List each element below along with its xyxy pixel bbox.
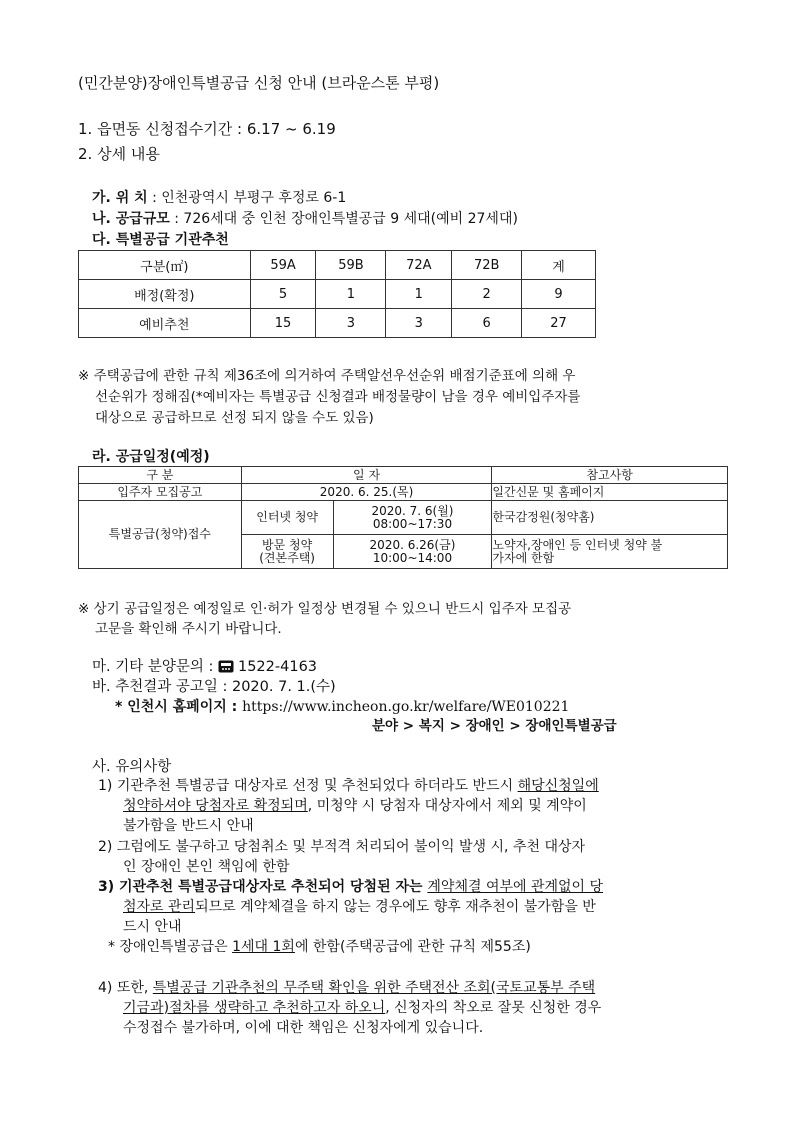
homepage-path: 분야 > 복지 > 장애인 > 장애인특별공급 bbox=[372, 718, 617, 734]
precaution-text: 되므로 계약체결을 하지 않는 경우에도 향후 재추천이 불가함을 반 bbox=[195, 899, 596, 915]
note-priority-line2: 선순위가 정해짐(*예비자는 특별공급 신청결과 배정물량이 남을 경우 예비입주자를 bbox=[95, 389, 581, 405]
table-cell: 3 bbox=[386, 309, 452, 338]
precaution-2-line2: 인 장애인 본인 책임에 한함 bbox=[123, 859, 290, 875]
table-cell: 1 bbox=[316, 280, 386, 309]
location-label: 가. 위 치 bbox=[92, 190, 148, 206]
visit-sublabel: (견본주택) bbox=[259, 550, 315, 565]
visit-time: 10:00~14:00 bbox=[372, 550, 453, 565]
precaution-text: 4) 또한, bbox=[98, 980, 153, 996]
precaution-text: , 미청약 시 당첨자 대상자에서 제외 및 계약이 bbox=[307, 798, 587, 814]
note-schedule-line2: 고문을 확인해 주시기 바랍니다. bbox=[95, 621, 282, 637]
inquiry-label: 마. 기타 분양문의 : bbox=[92, 659, 218, 675]
table-cell: 3 bbox=[316, 309, 386, 338]
precaution-underlined: 계약체결 여부에 관계없이 당 bbox=[427, 879, 604, 895]
precaution-4-line3: 수정접수 불가하며, 이에 대한 책임은 신청자에게 있습니다. bbox=[123, 1020, 484, 1036]
visit-label: 방문 청약 bbox=[262, 537, 313, 552]
table-row bbox=[79, 484, 728, 501]
table-header-cell: 72A bbox=[386, 251, 452, 280]
table-row bbox=[79, 501, 728, 535]
precaution-text: 에 한함(주택공급에 관한 규칙 제55조) bbox=[294, 939, 531, 955]
precaution-underlined: 청약하셔야 당첨자로 확정되며 bbox=[123, 798, 308, 814]
inquiry-line bbox=[92, 655, 317, 677]
precaution-1-line2 bbox=[123, 795, 587, 815]
table-cell: 15 bbox=[250, 309, 316, 338]
schedule-table bbox=[78, 466, 728, 569]
table-cell: 특별공급(청약)접수 bbox=[79, 501, 242, 569]
table-cell bbox=[333, 501, 492, 535]
note-schedule-line1: ※ 상기 공급일정은 예정일로 인·허가 일정상 변경될 수 있으니 반드시 입주자 모집공 bbox=[78, 601, 572, 617]
supply-scale-value: : 726세대 중 인천 장애인특별공급 9 세대(예비 27세대) bbox=[169, 211, 518, 227]
table-header-cell: 계 bbox=[522, 251, 596, 280]
supply-scale-label: 나. 공급규모 bbox=[92, 211, 170, 227]
precaution-2-line1: 2) 그럼에도 불구하고 당첨취소 및 부적격 처리되어 불이익 발생 시, 추천 대상자 bbox=[98, 839, 586, 855]
internet-date: 2020. 7. 6(월) bbox=[371, 503, 454, 518]
table-header-cell: 59B bbox=[316, 251, 386, 280]
table-cell bbox=[492, 535, 728, 569]
precaution-text: * 장애인특별공급은 bbox=[108, 939, 233, 955]
internet-time: 08:00~17:30 bbox=[372, 516, 453, 531]
precaution-3-line1 bbox=[98, 876, 603, 896]
special-supply-heading: 다. 특별공급 기관추천 bbox=[92, 232, 229, 248]
application-period-date: 6.17 ~ 6.19 bbox=[246, 120, 336, 138]
table-header-cell: 구 분 bbox=[79, 467, 242, 484]
supply-scale-line bbox=[92, 208, 518, 228]
item-application-period bbox=[78, 118, 336, 139]
table-cell: 9 bbox=[522, 280, 596, 309]
table-cell: 2020. 6. 25.(목) bbox=[241, 484, 492, 501]
precaution-bold: 는 bbox=[409, 879, 428, 895]
homepage-url[interactable]: https://www.incheon.go.kr/welfare/WE010221 bbox=[242, 699, 570, 715]
item-details: 2. 상세 내용 bbox=[78, 145, 160, 163]
precaution-1-line1 bbox=[98, 775, 599, 795]
precaution-3-line2 bbox=[123, 896, 596, 916]
table-cell: 2 bbox=[452, 280, 522, 309]
precaution-1-line3: 불가함을 반드시 안내 bbox=[123, 818, 254, 834]
precaution-underlined: 특별공급 기관추천의 무주택 확인을 위한 주택전산 조회(국토교통부 주택 bbox=[152, 980, 596, 996]
table-cell bbox=[241, 535, 333, 569]
visit-date: 2020. 6.26(금) bbox=[369, 537, 456, 552]
table-cell: 예비추천 bbox=[79, 309, 251, 338]
application-period-label: 1. 읍면동 신청접수기간 : bbox=[78, 120, 247, 138]
precaution-underlined: 첨자로 관리 bbox=[123, 899, 196, 915]
precaution-4-line1 bbox=[98, 977, 595, 997]
precaution-underlined: 기금과)절차를 생략하고 추천하고자 하오니 bbox=[123, 1000, 386, 1016]
schedule-heading: 라. 공급일정(예정) bbox=[92, 449, 210, 465]
page-title: (민간분양)장애인특별공급 신청 안내 (브라운스톤 부평) bbox=[78, 74, 440, 92]
table-cell: 입주자 모집공고 bbox=[79, 484, 242, 501]
precaution-star-line bbox=[108, 936, 531, 956]
homepage-line bbox=[115, 696, 569, 716]
table-cell: 1 bbox=[386, 280, 452, 309]
result-date-line: 바. 추천결과 공고일 : 2020. 7. 1.(수) bbox=[92, 679, 336, 695]
table-header-row bbox=[79, 251, 596, 280]
table-header-cell: 일 자 bbox=[241, 467, 492, 484]
precaution-text: , 신청자의 착오로 잘못 신청한 경우 bbox=[385, 1000, 602, 1016]
table-cell: 5 bbox=[250, 280, 316, 309]
table-cell: 27 bbox=[522, 309, 596, 338]
precaution-underlined: 해당신청일에 bbox=[517, 778, 599, 794]
table-row bbox=[79, 309, 596, 338]
table-cell bbox=[333, 535, 492, 569]
table-header-cell: 72B bbox=[452, 251, 522, 280]
precaution-4-line2 bbox=[123, 997, 601, 1017]
note-priority-line1: ※ 주택공급에 관한 규칙 제36조에 의거하여 주택알선우선순위 배점기준표에 의해 우 bbox=[78, 368, 576, 384]
table-header-cell: 참고사항 bbox=[492, 467, 728, 484]
note-priority-line3: 대상으로 공급하므로 선정 되지 않을 수도 있음) bbox=[95, 410, 374, 426]
precaution-bold: 3) 기관추천 특별공급대상자로 추천되어 당첨된 자 bbox=[98, 879, 409, 895]
table-cell: 한국감정원(청약홈) bbox=[492, 501, 728, 535]
table-cell: 6 bbox=[452, 309, 522, 338]
table-cell: 인터넷 청약 bbox=[241, 501, 333, 535]
location-value: : 인천광역시 부평구 후정로 6-1 bbox=[147, 190, 347, 206]
table-cell: 일간신문 및 홈페이지 bbox=[492, 484, 728, 501]
precaution-3-line3: 드시 안내 bbox=[123, 919, 182, 935]
table-header-cell: 구분(㎡) bbox=[79, 251, 251, 280]
table-cell: 배정(확정) bbox=[79, 280, 251, 309]
precautions-heading: 사. 유의사항 bbox=[92, 759, 172, 775]
table-row bbox=[79, 280, 596, 309]
visit-note-line2: 가자에 한함 bbox=[492, 550, 555, 565]
phone-number: 1522-4163 bbox=[237, 659, 318, 675]
table-header-row bbox=[79, 467, 728, 484]
precaution-text: 1) 기관추천 특별공급 대상자로 선정 및 추천되었다 하더라도 반드시 bbox=[98, 778, 518, 794]
homepage-label: * 인천시 홈페이지 : bbox=[115, 699, 243, 715]
visit-note-line1: 노약자,장애인 등 인터넷 청약 불 bbox=[492, 537, 663, 552]
supply-table bbox=[78, 250, 596, 338]
table-header-cell: 59A bbox=[250, 251, 316, 280]
precaution-underlined: 1세대 1회 bbox=[232, 939, 295, 955]
location-line bbox=[92, 187, 346, 207]
